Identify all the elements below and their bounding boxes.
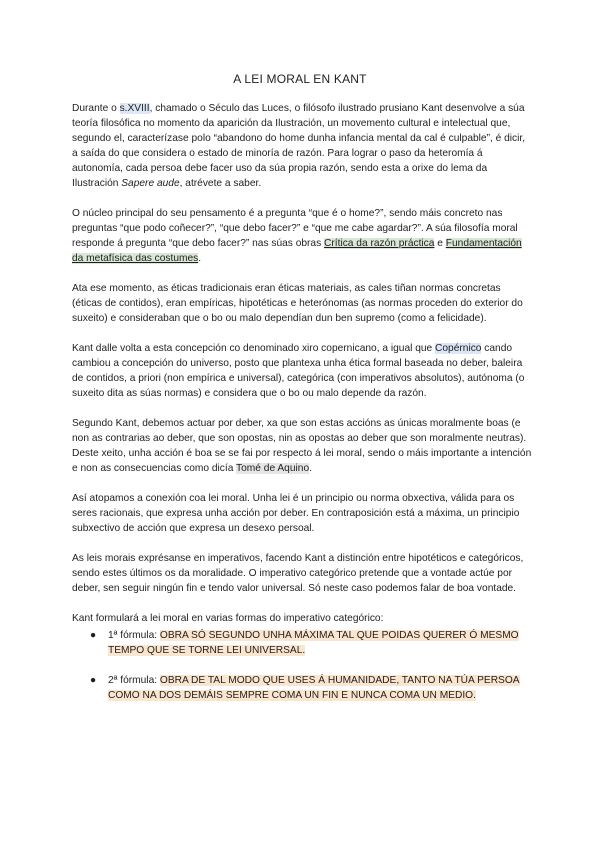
p5-text-b: .: [309, 463, 312, 474]
paragraph-2: [72, 206, 532, 266]
paragraph-1: [72, 101, 532, 191]
document-title: A LEI MORAL EN KANT: [233, 72, 367, 86]
work-fundamentacion-metafisica: Fundamentación da metafísica das costumes: [72, 238, 522, 264]
document-body: [72, 101, 532, 718]
highlight-tome-de-aquino: Tomé de Aquino: [236, 463, 310, 474]
p1-text-a: Durante o: [72, 103, 120, 114]
formula-item-1: [90, 628, 532, 658]
p1-text-c: , atrévete a saber.: [179, 178, 262, 189]
work-critica-razon-practica: Crítica da razón práctica: [324, 238, 435, 249]
paragraph-7: As leis morais exprésanse en imperativos, facendo Kant a distinción entre hipotéticos e categóricos, sendo estes últimos os da moralidade. O imperativo categórico pretende que a vontade actúe por deber, sen seguir ningún fin e tendo valor universal. Só neste caso podemos falar de boa vontade.: [72, 553, 524, 594]
formula-label: 1ª fórmula:: [108, 630, 160, 641]
highlight-century: s.XVIII: [119, 103, 150, 114]
highlight-copernico: Copérnico: [435, 343, 482, 354]
p1-text-b: , chamado o Século das Luces, o filósofo ilustrado prusiano Kant desenvolve a súa teoría filosófica no momento da aparición da Ilustración, un movemento cultural e intelectual que, segundo el, caracterízase polo “abandono do home dunha infancia mental da cal é culpable”, é dicir, a saída do que considera o estado de minoría de razón. Para lograr o paso da heteromía á autonomía, cada persoa debe facer uso da súa propia razón, sendo esta a orixe do lema da Ilustración: [72, 103, 526, 189]
sapere-aude-motto: Sapere aude: [121, 178, 180, 189]
p5-text-a: Segundo Kant, debemos actuar por deber, xa que son estas accións as únicas moralmente boas (e non as contrarias ao deber, que son opostas, nin as opostas ao deber que son moralmente neutras). Deste xeito, unha acción é boa se se fai por respecto á lei moral, sendo o máis importante a intención e non as consecuencias como dicía: [72, 418, 532, 474]
bullet-icon: ●: [90, 675, 97, 686]
p2-text-a: O núcleo principal do seu pensamento é a pregunta “que é o home?”, sendo máis concreto nas preguntas “que podo coñecer?”, “que debo facer?” e “que me cabe agardar?”. A súa filosofía moral responde á pregunta “que debo facer?” nas súas obras: [72, 208, 518, 249]
paragraph-8: Kant formulará a lei moral en varias formas do imperativo categórico:: [72, 613, 384, 624]
p4-text-b: cando cambiou a concepción do universo, posto que plantexa unha ética formal baseada no deber, baleira de contidos, a priori (non empírica e universal), categórica (con imperativos absolutos), autónoma (o suxeito dita as súas normas) e considera que o bo ou malo depende da razón.: [72, 343, 525, 399]
formula-end: .: [473, 690, 476, 701]
paragraph-6: Así atopamos a conexión coa lei moral. Unha lei é un principio ou norma obxectiva, válida para os seres racionais, que expresa unha acción por deber. En contraposición está a máxima, un principio subxectivo de acción que expresa un desexo persoal.: [72, 493, 520, 534]
formula-end: .: [302, 645, 306, 656]
paragraph-3: Ata ese momento, as éticas tradicionais eran éticas materiais, as cales tiñan normas concretas (éticas de contidos), eran empíricas, hipotéticas e heterónomas (as normas proceden do exterior do suxeito) e consideraban que o bo ou malo dependían dun ben supremo (como a felicidade).: [72, 283, 523, 324]
formula-text: OBRA SÓ SEGUNDO UNHA MÁXIMA TAL QUE POIDAS QUERER Ó MESMO TEMPO QUE SE TORNE LEI UNIVERSAL: [108, 630, 519, 656]
formula-list: [72, 628, 532, 703]
p4-text-a: Kant dalle volta a esta concepción co denominado xiro copernicano, a igual que: [72, 343, 436, 354]
paragraph-5: [72, 416, 532, 476]
bullet-icon: ●: [90, 630, 97, 641]
formula-label: 2ª fórmula:: [108, 675, 160, 686]
formula-text: OBRA DE TAL MODO QUE USES Á HUMANIDADE, TANTO NA TÚA PERSOA COMO NA DOS DEMÁIS SEMPRE COMA UN FIN E NUNCA COMA UN MEDIO: [108, 675, 520, 701]
p2-text-c: .: [198, 253, 202, 264]
paragraph-4: [72, 341, 532, 401]
formula-item-2: [90, 673, 532, 703]
p2-text-b: e: [434, 238, 446, 249]
